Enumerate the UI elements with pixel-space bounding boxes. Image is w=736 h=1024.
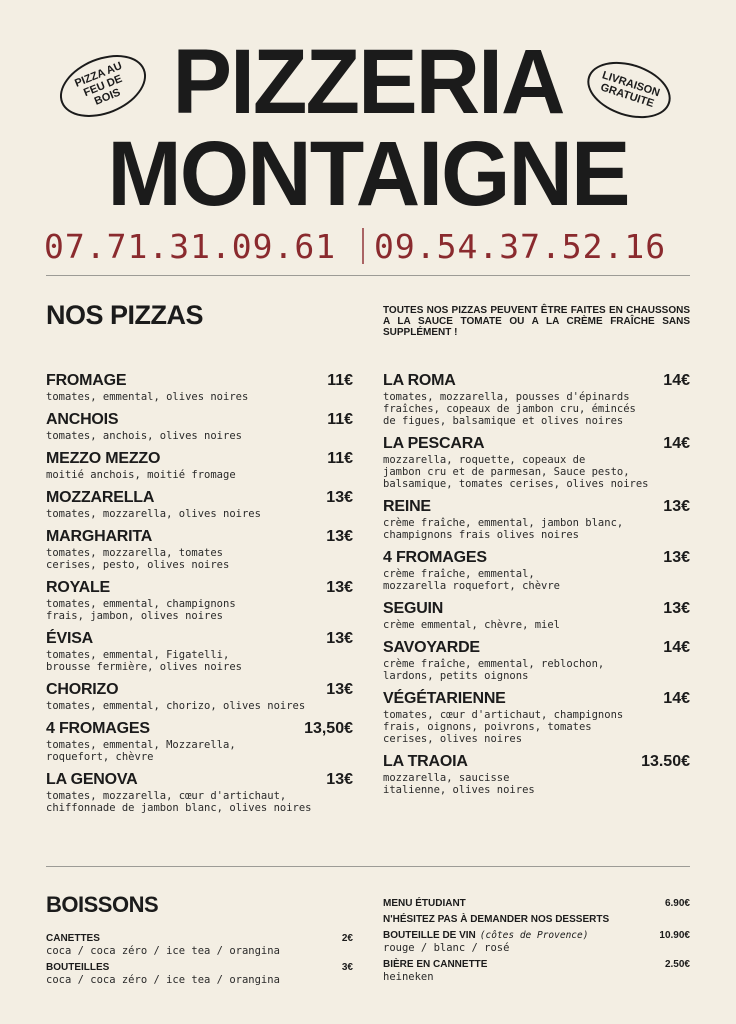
pizza-price: 13€ <box>663 498 690 515</box>
drinks-section-title: BOISSONS <box>46 892 159 917</box>
pizzas-section-title: NOS PIZZAS <box>46 300 204 330</box>
pizza-item <box>46 372 353 403</box>
pizza-name: ÉVISA <box>46 630 94 647</box>
drink-name-wrap <box>46 932 100 945</box>
pizza-item-header <box>46 579 353 597</box>
drink-price: 3€ <box>341 962 353 973</box>
drink-item-header <box>46 932 353 945</box>
pizza-price: 13.50€ <box>641 753 690 770</box>
drink-item <box>46 961 353 987</box>
drink-item-header <box>46 961 353 974</box>
pizza-description: tomates, emmental, Mozzarella, roquefort, chèvre <box>46 739 236 763</box>
pizza-name: REINE <box>383 498 431 515</box>
pizza-item-header <box>46 411 353 429</box>
pizza-price: 13€ <box>326 681 353 698</box>
pizza-description: tomates, emmental, champignons frais, jambon, olives noires <box>46 598 236 622</box>
pizza-description: tomates, emmental, chorizo, olives noires <box>46 700 306 712</box>
pizzas-left-column <box>46 372 353 822</box>
pizza-name: SEGUIN <box>383 600 444 617</box>
pizza-description: mozzarella, roquette, copeaux de jambon cru et de parmesan, Sauce pesto, balsamique, tomates cerises, olives noires <box>383 454 649 490</box>
pizza-price: 13€ <box>326 489 353 506</box>
header-divider <box>46 275 690 276</box>
pizza-name: SAVOYARDE <box>383 639 480 656</box>
drinks-left-column <box>46 932 353 990</box>
pizza-description: tomates, mozzarella, tomates cerises, pesto, olives noires <box>46 547 230 571</box>
drink-item <box>383 897 690 910</box>
pizza-item <box>46 411 353 442</box>
pizza-item <box>383 498 690 541</box>
pizza-name: LA ROMA <box>383 372 456 389</box>
pizza-name: CHORIZO <box>46 681 119 698</box>
pizza-item <box>383 639 690 682</box>
drink-item-header <box>383 929 690 942</box>
pizza-name: MEZZO MEZZO <box>46 450 161 467</box>
drink-subtitle: (côtes de Provence) <box>479 930 589 941</box>
drink-name: CANETTES <box>46 933 100 944</box>
title-line-2: MONTAIGNE <box>107 123 629 225</box>
drink-item-header <box>383 897 690 910</box>
drink-item-header <box>383 958 690 971</box>
pizza-description: tomates, mozzarella, pousses d'épinards fraîches, copeaux de jambon cru, émincés de figues, balsamique et olives noires <box>383 391 636 427</box>
pizza-price: 13€ <box>326 528 353 545</box>
pizza-description: moitié anchois, moitié fromage <box>46 469 236 481</box>
pizza-item <box>383 600 690 631</box>
pizza-description: crème fraîche, emmental, jambon blanc, champignons frais olives noires <box>383 517 624 541</box>
pizza-description: tomates, emmental, olives noires <box>46 391 249 403</box>
drink-description: coca / coca zéro / ice tea / orangina <box>46 974 280 986</box>
pizza-price: 14€ <box>663 639 690 656</box>
pizza-description: tomates, cœur d'artichaut, champignons frais, oignons, poivrons, tomates cerises, olives noires <box>383 709 624 745</box>
pizza-item-header <box>46 489 353 507</box>
pizza-item-header <box>383 435 690 453</box>
phone-number-1[interactable]: 07.71.31.09.61 <box>44 226 337 266</box>
drink-name: BOUTEILLES <box>46 962 110 973</box>
pizza-item-header <box>383 690 690 708</box>
pizza-description: crème fraîche, emmental, mozzarella roquefort, chèvre <box>383 568 561 592</box>
drink-name: N'HÉSITEZ PAS À DEMANDER NOS DESSERTS <box>383 914 610 925</box>
pizza-item-header <box>46 681 353 699</box>
pizza-item <box>46 771 353 814</box>
pizza-price: 14€ <box>663 435 690 452</box>
pizza-price: 14€ <box>663 690 690 707</box>
pizza-description: crème fraîche, emmental, reblochon, lardons, petits oignons <box>383 658 605 682</box>
pizza-item <box>46 630 353 673</box>
drink-description: coca / coca zéro / ice tea / orangina <box>46 945 280 957</box>
pizza-item-header <box>46 528 353 546</box>
phone-divider <box>362 228 364 264</box>
pizza-description: crème emmental, chèvre, miel <box>383 619 561 631</box>
drink-item-header <box>383 913 690 926</box>
pizza-item-header <box>383 600 690 618</box>
phone-number-2[interactable]: 09.54.37.52.16 <box>374 226 667 266</box>
pizza-name: MOZZARELLA <box>46 489 155 506</box>
pizza-price: 11€ <box>327 372 353 389</box>
drink-price: 2.50€ <box>664 959 690 970</box>
drink-price: 6.90€ <box>664 898 690 909</box>
pizza-name: 4 FROMAGES <box>383 549 487 566</box>
pizza-item-header <box>46 372 353 390</box>
pizza-item <box>383 435 690 490</box>
pizza-name: ROYALE <box>46 579 111 596</box>
pizza-item-header <box>46 771 353 789</box>
pizza-description: tomates, mozzarella, olives noires <box>46 508 261 520</box>
pizza-item <box>46 450 353 481</box>
pizza-price: 13€ <box>326 579 353 596</box>
pizza-name: 4 FROMAGES <box>46 720 150 737</box>
drink-item <box>383 958 690 984</box>
pizza-item-header <box>383 639 690 657</box>
pizza-description: tomates, anchois, olives noires <box>46 430 242 442</box>
pizza-name: ANCHOIS <box>46 411 119 428</box>
drink-name: BIÈRE EN CANNETTE <box>383 959 488 970</box>
drink-name-wrap <box>383 897 466 910</box>
phone-numbers <box>44 224 694 268</box>
pizza-name: FROMAGE <box>46 372 127 389</box>
pizza-item <box>46 579 353 622</box>
pizza-price: 13€ <box>663 600 690 617</box>
free-delivery-badge-text: LIVRAISON GRATUITE <box>598 69 662 110</box>
pizza-item <box>46 720 353 763</box>
pizza-item <box>46 489 353 520</box>
pizzas-right-column <box>383 372 690 804</box>
pizza-description: mozzarella, saucisse italienne, olives noires <box>383 772 535 796</box>
pizza-item-header <box>383 498 690 516</box>
pizza-item-header <box>383 372 690 390</box>
drinks-divider <box>46 866 690 867</box>
wood-fire-badge-text: PIZZA AU FEU DE BOIS <box>73 59 124 108</box>
drink-name: BOUTEILLE DE VIN <box>383 930 476 941</box>
drink-description: heineken <box>383 971 434 983</box>
pizza-name: VÉGÉTARIENNE <box>383 690 506 707</box>
drink-price: 10.90€ <box>659 930 690 941</box>
pizza-price: 11€ <box>327 411 353 428</box>
pizzas-note: TOUTES NOS PIZZAS PEUVENT ÊTRE FAITES EN CHAUSSONS A LA SAUCE TOMATE OU A LA CRÈME FRAÎCHE SANS SUPPLÉMENT ! <box>383 305 690 338</box>
pizza-name: LA GENOVA <box>46 771 138 788</box>
pizza-name: LA PESCARA <box>383 435 485 452</box>
pizza-description: tomates, mozzarella, cœur d'artichaut, chiffonnade de jambon blanc, olives noires <box>46 790 312 814</box>
pizza-item <box>383 372 690 427</box>
drinks-right-column <box>383 897 690 987</box>
drink-description: rouge / blanc / rosé <box>383 942 510 954</box>
pizza-price: 13€ <box>663 549 690 566</box>
pizza-item-header <box>383 549 690 567</box>
pizza-price: 11€ <box>327 450 353 467</box>
pizza-price: 13€ <box>326 771 353 788</box>
pizza-item <box>383 549 690 592</box>
pizza-item <box>383 690 690 745</box>
pizza-item <box>46 681 353 712</box>
pizza-item-header <box>46 630 353 648</box>
title-line-1: PIZZERIA <box>172 31 564 133</box>
drink-price: 2€ <box>341 933 353 944</box>
pizza-name: LA TRAOIA <box>383 753 468 770</box>
pizza-name: MARGHARITA <box>46 528 153 545</box>
drink-item <box>383 913 690 926</box>
pizza-price: 14€ <box>663 372 690 389</box>
pizza-item <box>383 753 690 796</box>
drink-name-wrap <box>46 961 109 974</box>
pizza-price: 13€ <box>326 630 353 647</box>
drink-name-wrap <box>383 929 588 942</box>
pizza-description: tomates, emmental, Figatelli, brousse fermière, olives noires <box>46 649 242 673</box>
pizza-price: 13,50€ <box>304 720 353 737</box>
drink-item <box>46 932 353 958</box>
drink-item <box>383 929 690 955</box>
drink-name: MENU ÉTUDIANT <box>383 898 466 909</box>
pizza-item-header <box>46 450 353 468</box>
pizza-item-header <box>46 720 353 738</box>
pizza-item-header <box>383 753 690 771</box>
pizza-item <box>46 528 353 571</box>
drink-name-wrap <box>383 958 487 971</box>
drink-name-wrap <box>383 913 609 926</box>
